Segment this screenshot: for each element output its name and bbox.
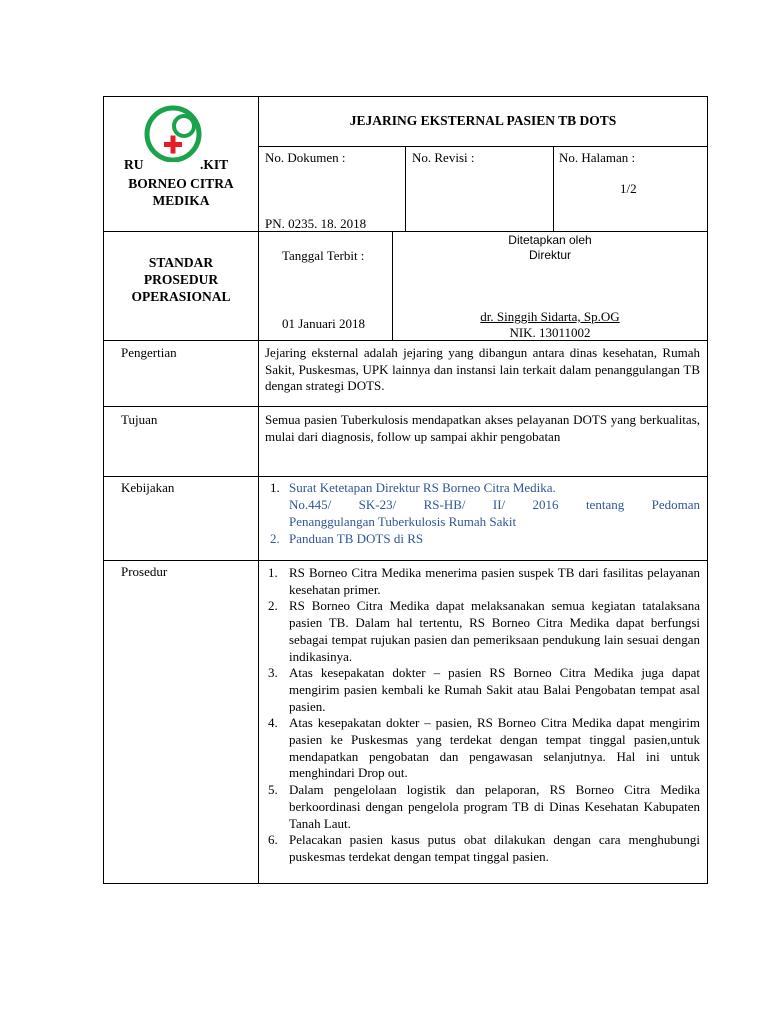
prosedur-item bbox=[262, 715, 700, 782]
prosedur-item-num: 3. bbox=[268, 665, 278, 681]
tujuan-label: Tujuan bbox=[121, 412, 158, 427]
logo-text-ru: RU bbox=[124, 157, 144, 172]
table-border-left bbox=[103, 96, 104, 884]
tanggal-terbit-value: 01 Januari 2018 bbox=[282, 316, 366, 331]
prosedur-item-text: Dalam pengelolaan logistik dan pelaporan, RS Borneo Citra Medika berkoordinasi dengan pengelola program TB di Dinas Kesehatan Kabupaten Tanah Laut. bbox=[289, 782, 700, 831]
hospital-name-line2: MEDIKA bbox=[152, 193, 210, 208]
prosedur-item-text: Atas kesepakatan dokter – pasien, RS Borneo Citra Medika dapat mengirim pasien ke Puskesmas yang terdekat dengan tempat tinggal pasien,untuk mendapatkan pengobatan dan pengawasan selanjutnya. Hal ini untuk menghindari Drop out. bbox=[289, 715, 700, 781]
prosedur-item bbox=[262, 665, 700, 715]
tujuan-text: Semua pasien Tuberkulosis mendapatkan akses pelayanan DOTS yang berkualitas, mulai dari diagnosis, follow up sampai akhir pengobatan bbox=[265, 412, 700, 444]
hospital-logo-icon bbox=[140, 104, 208, 162]
prosedur-item-num: 6. bbox=[268, 832, 278, 848]
signatory-name: dr. Singgih Sidarta, Sp.OG bbox=[480, 309, 620, 324]
no-dokumen-value: PN. 0235. 18. 2018 bbox=[265, 216, 367, 231]
prosedur-item-num: 5. bbox=[268, 782, 278, 798]
prosedur-item bbox=[262, 832, 700, 865]
kebijakan-item-1-line2: No.445/ SK-23/ RS-HB/ II/ 2016 tentang Pedoman bbox=[289, 497, 700, 512]
kebijakan-label: Kebijakan bbox=[121, 480, 175, 495]
prosedur-item bbox=[262, 565, 700, 598]
prosedur-list bbox=[262, 565, 700, 866]
tanggal-terbit-label: Tanggal Terbit : bbox=[282, 248, 365, 263]
prosedur-item-num: 2. bbox=[268, 598, 278, 614]
tujuan-row-divider bbox=[103, 476, 708, 477]
column-divider bbox=[258, 96, 259, 884]
prosedur-item-text: RS Borneo Citra Medika dapat melaksanakan semua kegiatan tatalaksana pasien TB. Dalam hal tertentu, RS Borneo Citra Medika dapat berfungsi sebagai tempat rujukan pasien dan pemeriksaan pendukung lain sesuai dengan indikasinya. bbox=[289, 598, 700, 664]
kebijakan-item-2-num: 2. bbox=[270, 531, 280, 546]
kebijakan-item-1-line3: Penanggulangan Tuberkulosis Rumah Sakit bbox=[289, 514, 517, 529]
revisi-divider bbox=[405, 146, 406, 232]
pengertian-label: Pengertian bbox=[121, 345, 177, 360]
prosedur-label: Prosedur bbox=[121, 564, 168, 579]
hospital-name-line1: BORNEO CITRA bbox=[128, 176, 234, 191]
ditetapkan-line2: Direktur bbox=[528, 248, 571, 262]
prosedur-item bbox=[262, 598, 700, 665]
prosedur-item-text: Atas kesepakatan dokter – pasien RS Borneo Citra Medika juga dapat mengirim pasien kembali ke Rumah Sakit atau Balai Pengobatan tempat asal pasien. bbox=[289, 665, 700, 714]
prosedur-item bbox=[262, 782, 700, 832]
kebijakan-item-2-line1: Panduan TB DOTS di RS bbox=[289, 531, 424, 546]
pengertian-row-divider bbox=[103, 406, 708, 407]
sop-line3: OPERASIONAL bbox=[131, 289, 231, 304]
prosedur-item-num: 4. bbox=[268, 715, 278, 731]
no-halaman-value: 1/2 bbox=[620, 181, 637, 196]
ditetapkan-line1: Ditetapkan oleh bbox=[508, 233, 592, 247]
halaman-divider bbox=[553, 146, 554, 232]
prosedur-item-num: 1. bbox=[268, 565, 278, 580]
kebijakan-item-1-line1: Surat Ketetapan Direktur RS Borneo Citra Medika. bbox=[289, 480, 556, 495]
no-dokumen-label: No. Dokumen : bbox=[265, 150, 346, 165]
no-halaman-label: No. Halaman : bbox=[559, 150, 636, 165]
pengertian-text: Jejaring eksternal adalah jejaring yang dibangun antara dinas kesehatan, Rumah Sakit, Puskesmas, UPK lainnya dan instansi lain terkait dalam penanggulangan TB dengan strategi DOTS. bbox=[265, 345, 700, 394]
table-border-right bbox=[707, 96, 708, 884]
table-border-bottom bbox=[103, 883, 708, 884]
logo-text-kit: .KIT bbox=[200, 157, 229, 172]
prosedur-item-text: Pelacakan pasien kasus putus obat dilakukan dengan cara menghubungi puskesmas terdekat dengan tempat tinggal pasien. bbox=[289, 832, 700, 864]
sop-line1: STANDAR bbox=[148, 255, 214, 270]
signatory-nik: NIK. 13011002 bbox=[509, 325, 591, 340]
title-row-divider bbox=[258, 146, 708, 147]
kebijakan-row-divider bbox=[103, 560, 708, 561]
no-revisi-label: No. Revisi : bbox=[412, 150, 475, 165]
kebijakan-item-1-num: 1. bbox=[270, 480, 280, 495]
sop-line2: PROSEDUR bbox=[143, 272, 219, 287]
table-border-top bbox=[103, 96, 708, 97]
document-title: JEJARING EKSTERNAL PASIEN TB DOTS bbox=[349, 113, 617, 128]
prosedur-item-text: RS Borneo Citra Medika menerima pasien suspek TB dari fasilitas pelayanan kesehatan primer. bbox=[289, 565, 700, 597]
